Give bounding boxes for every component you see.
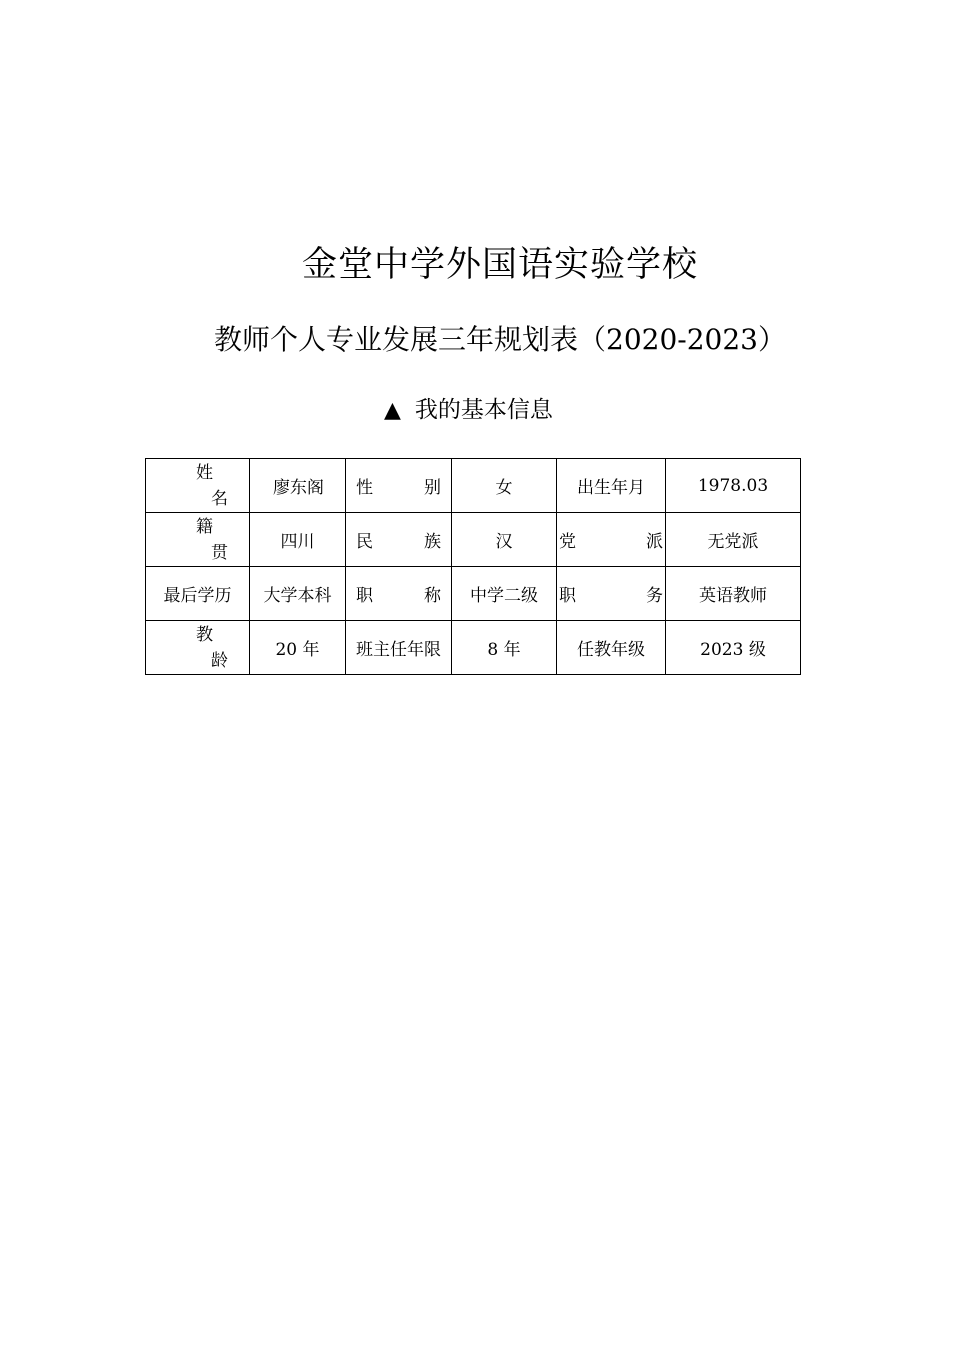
position-label: 职务 <box>557 567 666 621</box>
native-place-value: 四川 <box>250 513 346 567</box>
table-row <box>146 459 801 513</box>
triangle-up-icon: ▲ <box>384 398 401 423</box>
table-row <box>146 621 801 675</box>
education-label: 最后学历 <box>146 567 250 621</box>
teaching-grade-label: 任教年级 <box>557 621 666 675</box>
name-label-cell <box>146 459 250 513</box>
document-subtitle: 教师个人专业发展三年规划表（2020-2023） <box>214 323 786 356</box>
party-value: 无党派 <box>666 513 801 567</box>
basic-info-table <box>145 458 801 675</box>
native-place-label-char-1: 籍 <box>196 516 213 537</box>
gender-value: 女 <box>452 459 557 513</box>
teaching-years-label-char-2: 龄 <box>211 650 228 671</box>
education-value: 大学本科 <box>250 567 346 621</box>
teaching-years-label-char-1: 教 <box>196 624 213 645</box>
native-place-label-cell <box>146 513 250 567</box>
section-heading-label: 我的基本信息 <box>414 397 553 423</box>
birth-date-label: 出生年月 <box>557 459 666 513</box>
section-heading <box>384 392 553 429</box>
ethnicity-label: 民族 <box>346 513 452 567</box>
head-teacher-years-label: 班主任年限 <box>346 621 452 675</box>
birth-date-value: 1978.03 <box>666 459 801 513</box>
name-value: 廖东阁 <box>250 459 346 513</box>
teaching-years-value: 20 年 <box>250 621 346 675</box>
name-label-char-2: 名 <box>211 488 228 509</box>
professional-title-value: 中学二级 <box>452 567 557 621</box>
position-value: 英语教师 <box>666 567 801 621</box>
native-place-label-char-2: 贯 <box>211 542 228 563</box>
document-title: 金堂中学外国语实验学校 <box>301 245 698 285</box>
professional-title-label: 职称 <box>346 567 452 621</box>
teaching-grade-value: 2023 级 <box>666 621 801 675</box>
table-row <box>146 567 801 621</box>
head-teacher-years-value: 8 年 <box>452 621 557 675</box>
teaching-years-label-cell <box>146 621 250 675</box>
ethnicity-value: 汉 <box>452 513 557 567</box>
gender-label: 性别 <box>346 459 452 513</box>
table-row <box>146 513 801 567</box>
name-label-char-1: 姓 <box>196 462 213 483</box>
party-label: 党派 <box>557 513 666 567</box>
